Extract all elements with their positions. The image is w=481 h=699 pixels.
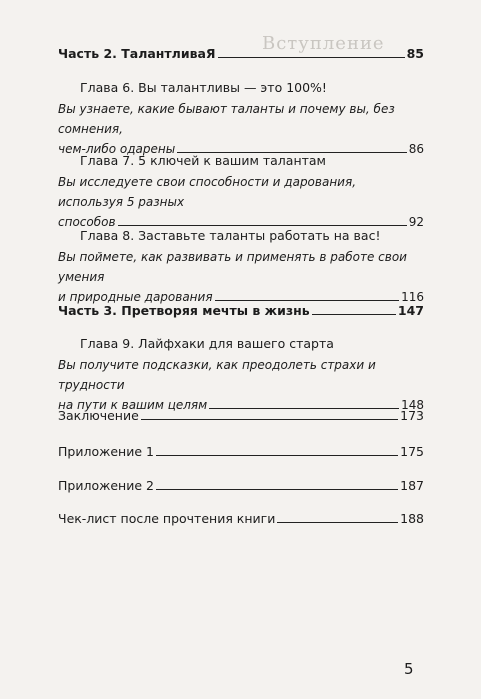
toc-page: 175: [400, 444, 424, 459]
leader-line: [312, 314, 396, 315]
toc-conclusion: [58, 408, 424, 424]
toc-page: 147: [397, 303, 424, 318]
leader-line: [156, 455, 398, 456]
toc-page: 116: [401, 290, 424, 304]
toc-title: Чек-лист после прочтения книги: [58, 511, 276, 526]
toc-title: Приложение 1: [58, 444, 154, 459]
toc-chapter-7-title: Глава 7. 5 ключей к вашим талантам: [80, 153, 326, 168]
toc-title: Заключение: [58, 408, 139, 423]
leader-line: [215, 300, 400, 301]
toc-appendix-1: [58, 444, 424, 460]
toc-title: Часть 3. Претворяя мечты в жизнь: [58, 303, 310, 318]
toc-chapter-9-desc: Вы получите подсказки, как преодолеть страхи и трудности на пути к вашим целям 148: [58, 355, 424, 415]
toc-title: Приложение 2: [58, 478, 154, 493]
bleed-through-heading: Вступление: [262, 33, 385, 54]
toc-page: 188: [400, 511, 424, 526]
toc-appendix-2: [58, 478, 424, 494]
leader-line: [277, 522, 398, 523]
leader-line: [156, 489, 398, 490]
page-number: 5: [404, 660, 414, 678]
toc-page: 92: [408, 215, 424, 229]
toc-chapter-6-desc: Вы узнаете, какие бывают таланты и почему вы, без сомнения, чем-либо одарены 86: [58, 99, 424, 159]
toc-chapter-8-title: Глава 8. Заставьте таланты работать на вас!: [80, 228, 381, 243]
toc-part-3: [58, 303, 424, 319]
toc-page: 86: [408, 142, 424, 156]
toc-part-2: [58, 46, 424, 62]
leader-line: [118, 225, 407, 226]
toc-checklist: [58, 511, 424, 527]
toc-page: 173: [400, 408, 424, 423]
toc-chapter-7-desc: Вы исследуете свои способности и дарования, используя 5 разных способов 92: [58, 172, 424, 232]
toc-page: 148: [401, 398, 424, 412]
toc-chapter-8-desc: Вы поймете, как развивать и применять в работе свои умения и природные дарования 116: [58, 247, 424, 307]
toc-page: 85: [406, 46, 424, 61]
leader-line: [218, 57, 405, 58]
leader-line: [141, 419, 398, 420]
toc-chapter-9-title: Глава 9. Лайфхаки для вашего старта: [80, 336, 334, 351]
toc-page: 187: [400, 478, 424, 493]
toc-title: Часть 2. ТалантливаЯ: [58, 46, 216, 61]
toc-chapter-6-title: Глава 6. Вы талантливы — это 100%!: [80, 80, 327, 95]
